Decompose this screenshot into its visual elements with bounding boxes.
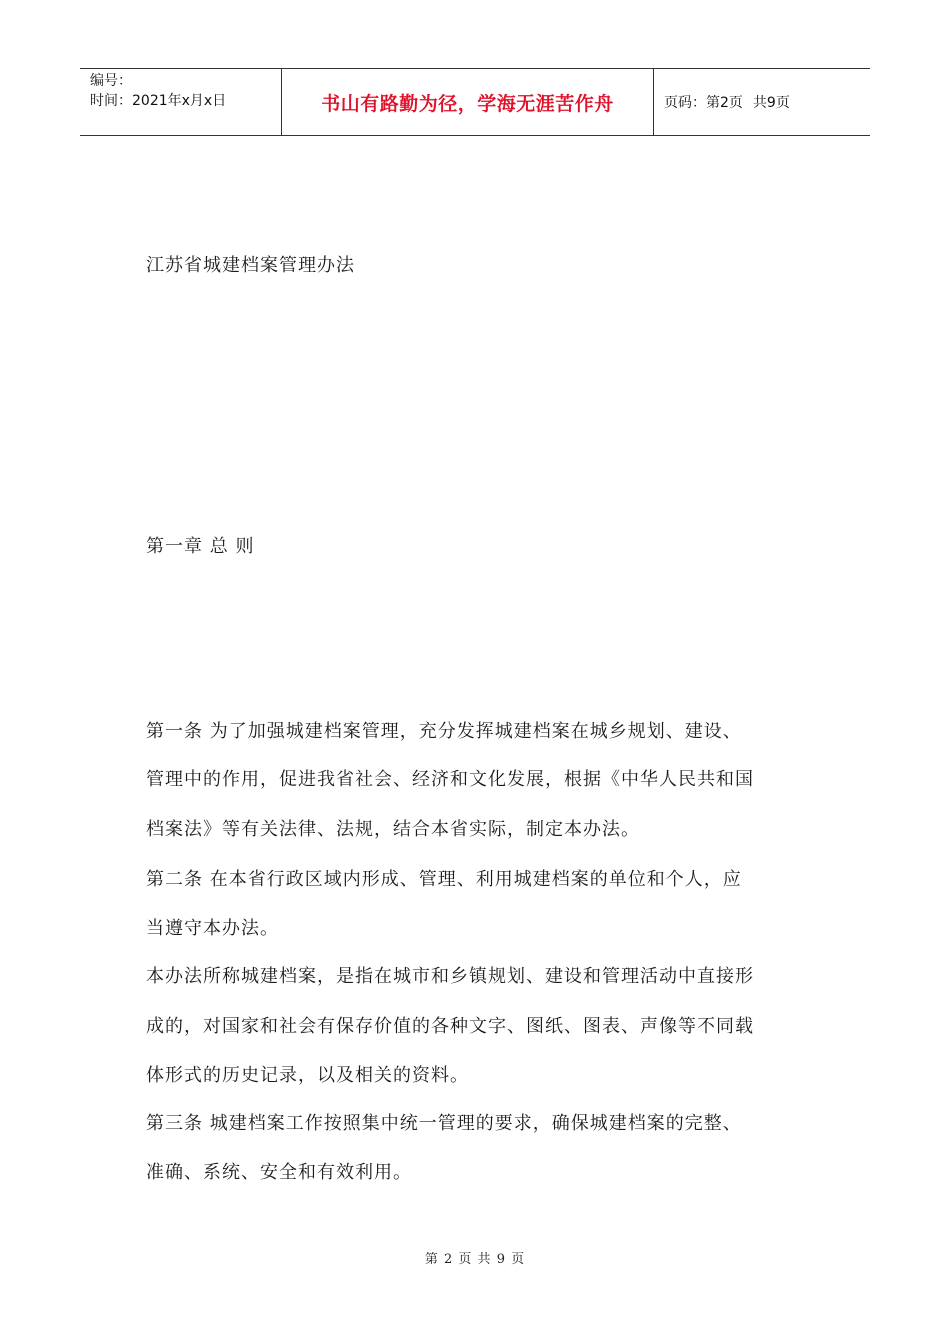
header-page-info: [654, 69, 870, 135]
document-title: 江苏省城建档案管理办法: [146, 255, 355, 276]
body-line: 第二条 在本省行政区域内形成、管理、利用城建档案的单位和个人，应: [146, 869, 742, 890]
header-page-total: 共9页: [752, 95, 790, 111]
body-line: 准确、系统、安全和有效利用。: [146, 1162, 412, 1183]
body-line: 第三条 城建档案工作按照集中统一管理的要求，确保城建档案的完整、: [146, 1113, 742, 1134]
header-meta: [80, 69, 282, 135]
header-motto: 书山有路勤为径，学海无涯苦作舟: [282, 69, 654, 135]
body-line: 当遵守本办法。: [146, 918, 279, 939]
body-line: 档案法》等有关法律、法规，结合本省实际，制定本办法。: [146, 819, 640, 840]
chapter-heading: 第一章 总 则: [146, 536, 255, 557]
body-line: 第一条 为了加强城建档案管理，充分发挥城建档案在城乡规划、建设、: [146, 721, 742, 742]
body-line: 成的，对国家和社会有保存价值的各种文字、图纸、图表、声像等不同载: [146, 1016, 754, 1037]
header-number-label: 编号：: [90, 73, 132, 89]
body-line: 体形式的历史记录，以及相关的资料。: [146, 1065, 469, 1086]
body-line: 本办法所称城建档案，是指在城市和乡镇规划、建设和管理活动中直接形: [146, 966, 754, 987]
page-header: [80, 68, 870, 136]
page-footer: 第 2 页 共 9 页: [424, 1252, 526, 1267]
body-line: 管理中的作用，促进我省社会、经济和文化发展，根据《中华人民共和国: [146, 769, 754, 790]
header-page-label: 页码：第2页: [664, 95, 743, 111]
header-time-label: 时间：2021年x月x日: [90, 93, 227, 109]
